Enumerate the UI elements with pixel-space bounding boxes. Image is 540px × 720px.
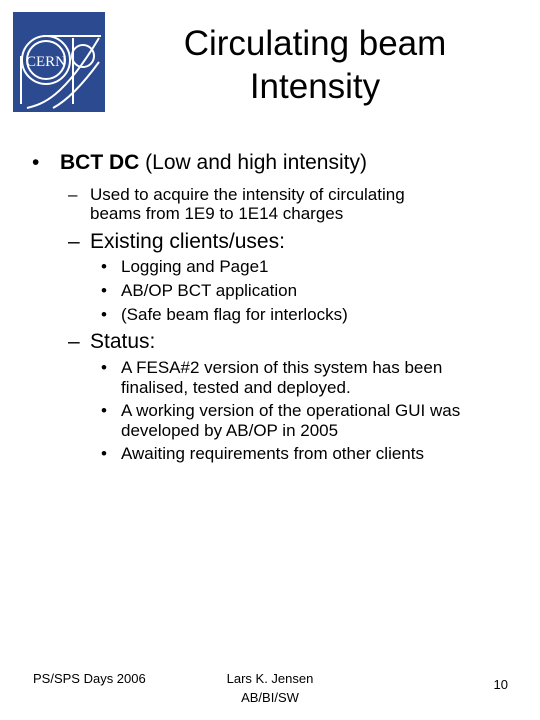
text-line: Status: <box>90 330 156 353</box>
list-item-text <box>121 257 531 277</box>
text-line: Logging and Page1 <box>121 257 269 276</box>
dash-marker: – <box>68 330 80 353</box>
text-line: beams from 1E9 to 1E14 charges <box>90 204 344 223</box>
slide-title-line-1: Circulating beam <box>183 24 447 63</box>
page-number: 10 <box>493 677 508 692</box>
bullet-marker: • <box>101 281 107 300</box>
cern-logo <box>13 12 105 112</box>
text-line: Existing clients/uses: <box>90 230 285 253</box>
section-acquire-text <box>90 185 530 223</box>
section-status-heading <box>90 329 530 354</box>
slide-title <box>140 22 490 108</box>
dash-marker: – <box>68 185 78 204</box>
main-bullet-bold-text: BCT DC <box>60 151 140 174</box>
text-line: A working version of the operational GUI was <box>121 401 461 420</box>
text-line: developed by AB/OP in 2005 <box>121 421 339 440</box>
cern-logo-graphic <box>13 12 105 112</box>
text-line: Used to acquire the intensity of circulating <box>90 185 405 204</box>
bullet-marker: • <box>101 444 107 463</box>
text-line: AB/OP BCT application <box>121 281 298 300</box>
footer-author-name: Lars K. Jensen <box>226 671 314 686</box>
text-line: A FESA#2 version of this system has been <box>121 358 443 377</box>
text-line: finalised, tested and deployed. <box>121 378 351 397</box>
footer-author-group: AB/BI/SW <box>241 690 299 705</box>
list-item-text <box>121 358 531 398</box>
bullet-marker: • <box>101 305 107 324</box>
bullet-marker: • <box>101 358 107 377</box>
list-item-text <box>121 305 531 325</box>
bullet-marker: • <box>101 401 107 420</box>
section-existing-clients-heading <box>90 229 530 254</box>
list-item-text <box>121 401 531 441</box>
text-line: (Safe beam flag for interlocks) <box>121 305 348 324</box>
main-bullet-text <box>60 150 367 175</box>
bullet-marker: • <box>101 257 107 276</box>
footer-event: PS/SPS Days 2006 <box>33 671 146 686</box>
list-item-text <box>121 281 531 301</box>
bullet-marker: • <box>32 151 40 174</box>
footer-author <box>200 669 340 707</box>
dash-marker: – <box>68 230 80 253</box>
slide-title-line-2: Intensity <box>249 67 381 106</box>
cern-logo-text: CERN <box>25 54 67 70</box>
text-line: Awaiting requirements from other clients <box>121 444 424 463</box>
list-item-text <box>121 444 531 464</box>
main-bullet-rest-text: (Low and high intensity) <box>139 151 367 174</box>
